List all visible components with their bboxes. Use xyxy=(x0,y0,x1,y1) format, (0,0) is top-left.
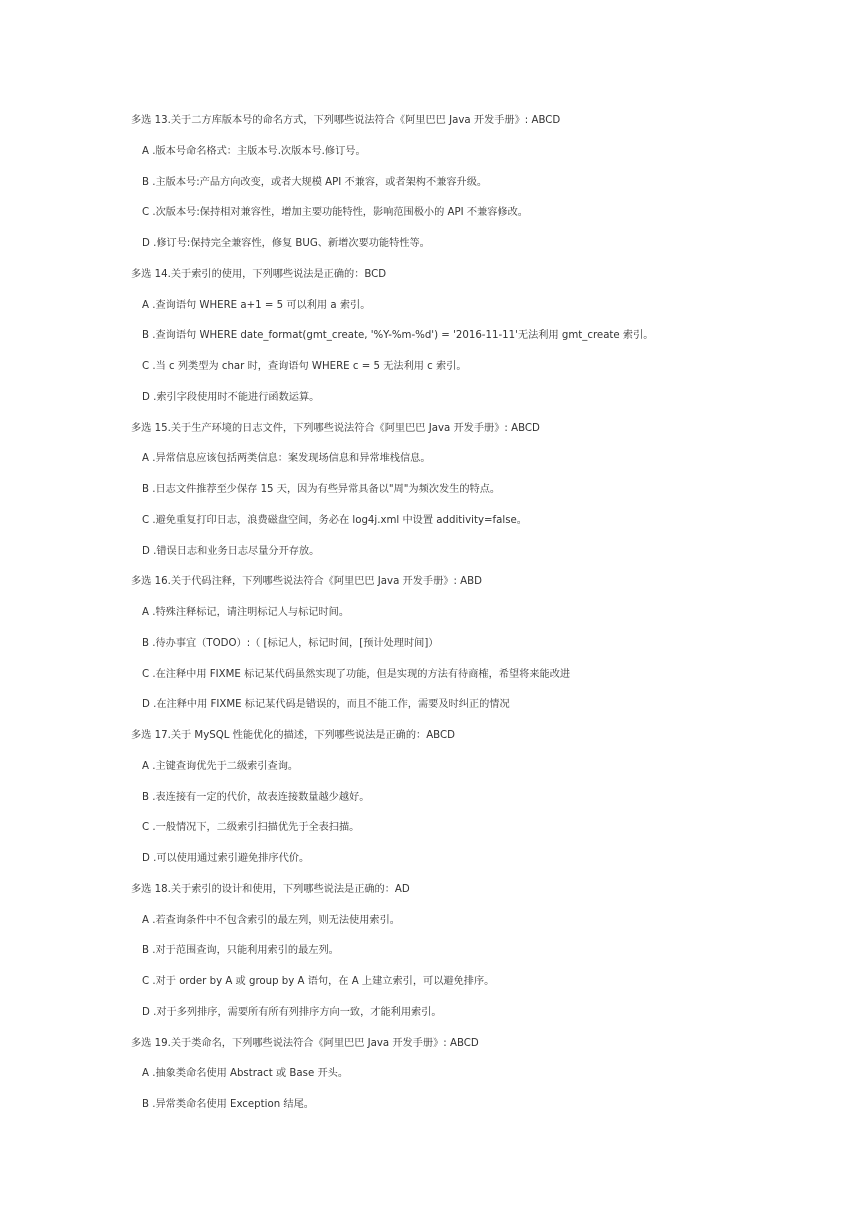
document-body xyxy=(0,106,868,1121)
answer-option: A .查询语句 WHERE a+1 = 5 可以利用 a 索引。 xyxy=(142,299,371,311)
question-stem: 多选 13.关于二方库版本号的命名方式，下列哪些说法符合《阿里巴巴 Java 开发手册》: ABCD xyxy=(131,115,561,126)
answer-option: A .若查询条件中不包含索引的最左列，则无法使用索引。 xyxy=(142,914,400,926)
answer-option: A .特殊注释标记，请注明标记人与标记时间。 xyxy=(142,607,350,618)
answer-option: B .对于范围查询，只能利用索引的最左列。 xyxy=(142,945,339,957)
answer-option: C .对于 order by A 或 group by A 语句，在 A 上建立索引，可以避免排序。 xyxy=(142,976,495,987)
answer-option: C .次版本号:保持相对兼容性，增加主要功能特性，影响范围极小的 API 不兼容修改。 xyxy=(142,207,528,219)
answer-option: B .待办事宜（TODO）:（ [标记人，标记时间，[预计处理时间]） xyxy=(142,637,439,649)
question-stem: 多选 17.关于 MySQL 性能优化的描述，下列哪些说法是正确的：ABCD xyxy=(131,730,455,741)
question-stem: 多选 16.关于代码注释，下列哪些说法符合《阿里巴巴 Java 开发手册》: ABD xyxy=(131,576,482,588)
answer-option: D .修订号:保持完全兼容性，修复 BUG、新增次要功能特性等。 xyxy=(142,238,430,249)
answer-option: D .可以使用通过索引避免排序代价。 xyxy=(142,853,310,864)
answer-option: D .在注释中用 FIXME 标记某代码是错误的，而且不能工作，需要及时纠正的情况 xyxy=(142,699,510,711)
answer-option: B .异常类命名使用 Exception 结尾。 xyxy=(142,1099,314,1110)
question-stem: 多选 18.关于索引的设计和使用，下列哪些说法是正确的：AD xyxy=(131,883,410,895)
answer-option: A .主键查询优先于二级索引查询。 xyxy=(142,760,299,772)
answer-option: C .当 c 列类型为 char 时，查询语句 WHERE c = 5 无法利用 c 索引。 xyxy=(142,361,467,372)
answer-option: D .错误日志和业务日志尽量分开存放。 xyxy=(142,545,320,557)
answer-option: C .避免重复打印日志，浪费磁盘空间，务必在 log4j.xml 中设置 additivity=false。 xyxy=(142,514,527,526)
answer-option: B .日志文件推荐至少保存 15 天，因为有些异常具备以"周"为频次发生的特点。 xyxy=(142,484,501,495)
answer-option: D .索引字段使用时不能进行函数运算。 xyxy=(142,391,320,403)
question-stem: 多选 14.关于索引的使用，下列哪些说法是正确的：BCD xyxy=(131,268,387,280)
answer-option: C .一般情况下，二级索引扫描优先于全表扫描。 xyxy=(142,822,360,834)
answer-option: B .表连接有一定的代价，故表连接数量越少越好。 xyxy=(142,791,370,803)
answer-option: A .异常信息应该包括两类信息：案发现场信息和异常堆栈信息。 xyxy=(142,453,431,465)
answer-option: B .主版本号:产品方向改变，或者大规模 API 不兼容，或者架构不兼容升级。 xyxy=(142,176,488,188)
question-stem: 多选 15.关于生产环境的日志文件，下列哪些说法符合《阿里巴巴 Java 开发手册》: ABCD xyxy=(131,422,540,434)
answer-option: A .版本号命名格式：主版本号.次版本号.修订号。 xyxy=(142,145,366,157)
answer-option: C .在注释中用 FIXME 标记某代码虽然实现了功能，但是实现的方法有待商榷，希望将来能改进 xyxy=(142,668,571,680)
answer-option: A .抽象类命名使用 Abstract 或 Base 开头。 xyxy=(142,1068,349,1080)
answer-option: B .查询语句 WHERE date_format(gmt_create, '%Y-%m-%d') = '2016-11-11'无法利用 gmt_create 索引。 xyxy=(142,330,654,342)
question-stem: 多选 19.关于类命名，下列哪些说法符合《阿里巴巴 Java 开发手册》: ABCD xyxy=(131,1037,479,1049)
answer-option: D .对于多列排序，需要所有所有列排序方向一致，才能利用索引。 xyxy=(142,1006,442,1018)
